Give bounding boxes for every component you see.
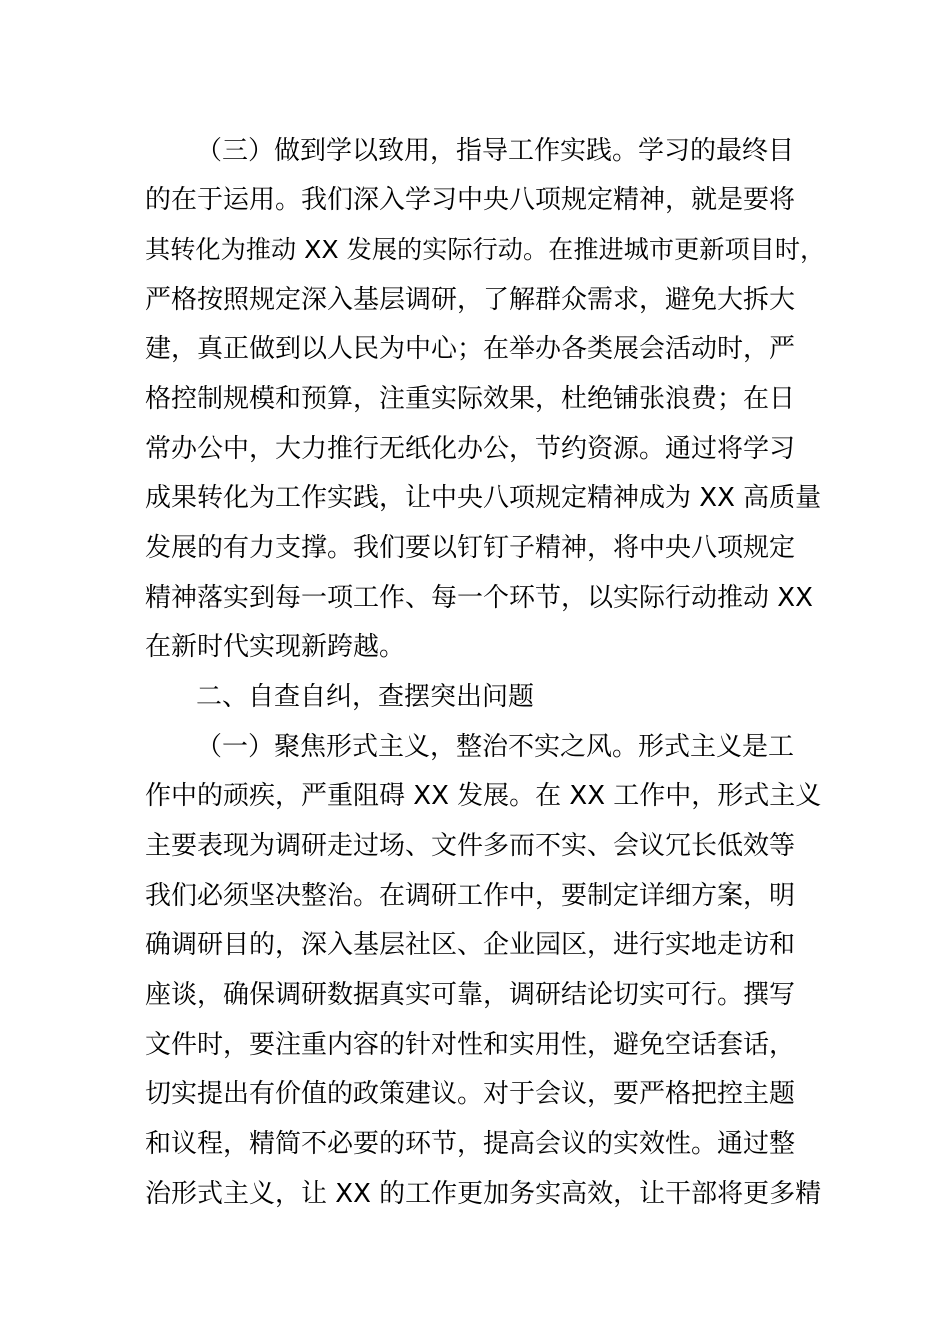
text-line: 文件时，要注重内容的针对性和实用性，避免空话套话， — [145, 1030, 796, 1060]
text-line: 在新时代实现新跨越。 — [145, 632, 406, 662]
text-line: （一）聚焦形式主义，整治不实之风。形式主义是工 — [196, 732, 795, 762]
text-line: （三）做到学以致用，指导工作实践。学习的最终目 — [196, 136, 795, 166]
text-line: 的在于运用。我们深入学习中央八项规定精神，就是要将 — [145, 185, 796, 215]
text-line: 成果转化为工作实践，让中央八项规定精神成为 XX 高质量 — [145, 483, 822, 513]
section-heading: 二、自查自纠，查摆突出问题 — [196, 682, 535, 712]
text-line: 治形式主义，让 XX 的工作更加务实高效，让干部将更多精 — [145, 1179, 822, 1209]
text-line: 严格按照规定深入基层调研，了解群众需求，避免大拆大 — [145, 285, 796, 315]
text-line: 常办公中，大力推行无纸化办公，节约资源。通过将学习 — [145, 434, 796, 464]
text-line: 和议程，精简不必要的环节，提高会议的实效性。通过整 — [145, 1129, 796, 1159]
text-line: 作中的顽疾，严重阻碍 XX 发展。在 XX 工作中，形式主义 — [145, 781, 822, 811]
text-line: 精神落实到每一项工作、每一个环节，以实际行动推动 XX — [145, 583, 813, 613]
text-line: 座谈，确保调研数据真实可靠，调研结论切实可行。撰写 — [145, 980, 796, 1010]
text-line: 发展的有力支撑。我们要以钉钉子精神，将中央八项规定 — [145, 533, 796, 563]
text-line: 我们必须坚决整治。在调研工作中，要制定详细方案，明 — [145, 881, 796, 911]
text-line: 主要表现为调研走过场、文件多而不实、会议冗长低效等 — [145, 831, 796, 861]
text-line: 其转化为推动 XX 发展的实际行动。在推进城市更新项目时， — [145, 235, 826, 264]
text-line: 切实提出有价值的政策建议。对于会议，要严格把控主题 — [145, 1079, 796, 1109]
text-line: 确调研目的，深入基层社区、企业园区，进行实地走访和 — [145, 930, 796, 960]
text-line: 格控制规模和预算，注重实际效果，杜绝铺张浪费；在日 — [145, 384, 796, 414]
text-line: 建，真正做到以人民为中心；在举办各类展会活动时，严 — [145, 334, 796, 364]
